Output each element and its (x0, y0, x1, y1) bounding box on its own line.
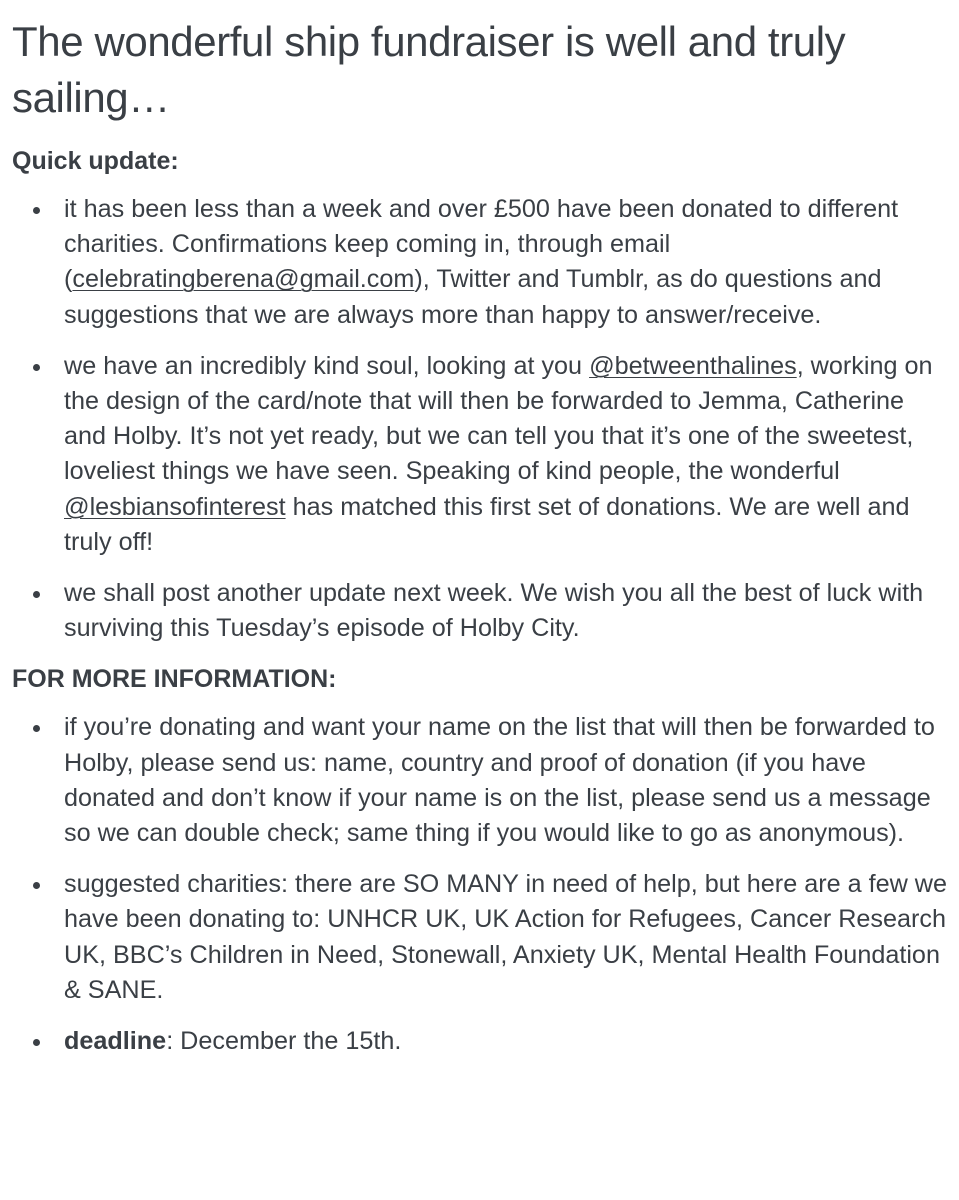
bullet-icon (33, 725, 40, 732)
list-item (64, 192, 947, 333)
item-text: if you’re donating and want your name on the list that will then be forwarded to Holby, please send us: name, country and proof of donation (if you have donated and don’t know if your name is on the list, please send us a message so we can double check; same thing if you would like to go as anonymous). (64, 713, 935, 848)
list-item (64, 1024, 947, 1059)
list-item (64, 576, 947, 646)
post-title: The wonderful ship fundraiser is well and truly sailing… (12, 18, 846, 121)
item-text: it has been less than a week and over £500 have been donated to different charities. Confirmations keep coming in, through email ( (64, 195, 899, 294)
item-text: ), Twitter and Tumblr, as do questions and suggestions that we are always more than happy to answer/receive. (64, 265, 882, 329)
mention-link-betweenthalines[interactable]: @betweenthalines (589, 351, 797, 380)
more-info-heading: FOR MORE INFORMATION: (12, 665, 337, 694)
list-item (64, 867, 947, 1008)
deadline-text: : December the 15th. (166, 1027, 402, 1056)
more-info-list (12, 710, 947, 1059)
bullet-icon (33, 591, 40, 598)
bullet-icon (33, 882, 40, 889)
item-text: suggested charities: there are SO MANY in need of help, but here are a few we have been donating to: UNHCR UK, UK Action for Refugees, Cancer Research UK, BBC’s Children in Need, Stonewall, Anxiety UK, Mental Health Foundation & SANE. (64, 870, 948, 1004)
email-link[interactable]: celebratingberena@gmail.com (72, 265, 415, 294)
list-item (64, 710, 947, 851)
quick-update-heading: Quick update: (12, 147, 179, 175)
bullet-icon (33, 207, 40, 214)
item-text: has matched this first set of donations. We are well and truly off! (64, 492, 910, 556)
item-text: , working on the design of the card/note that will then be forwarded to Jemma, Catherine and Holby. It’s not yet ready, but we can tell you that it’s one of the sweetest, loveliest things we have seen. Speaking of kind people, the wonderful (64, 351, 933, 486)
deadline-label: deadline (64, 1027, 167, 1056)
mention-link-lesbiansofinterest[interactable]: @lesbiansofinterest (64, 492, 286, 521)
item-text: we have an incredibly kind soul, looking at you (64, 351, 590, 380)
list-item (64, 349, 947, 560)
bullet-icon (33, 1039, 40, 1046)
quick-update-list (12, 192, 947, 646)
bullet-icon (33, 364, 40, 371)
item-text: we shall post another update next week. We wish you all the best of luck with surviving this Tuesday’s episode of Holby City. (64, 579, 924, 643)
